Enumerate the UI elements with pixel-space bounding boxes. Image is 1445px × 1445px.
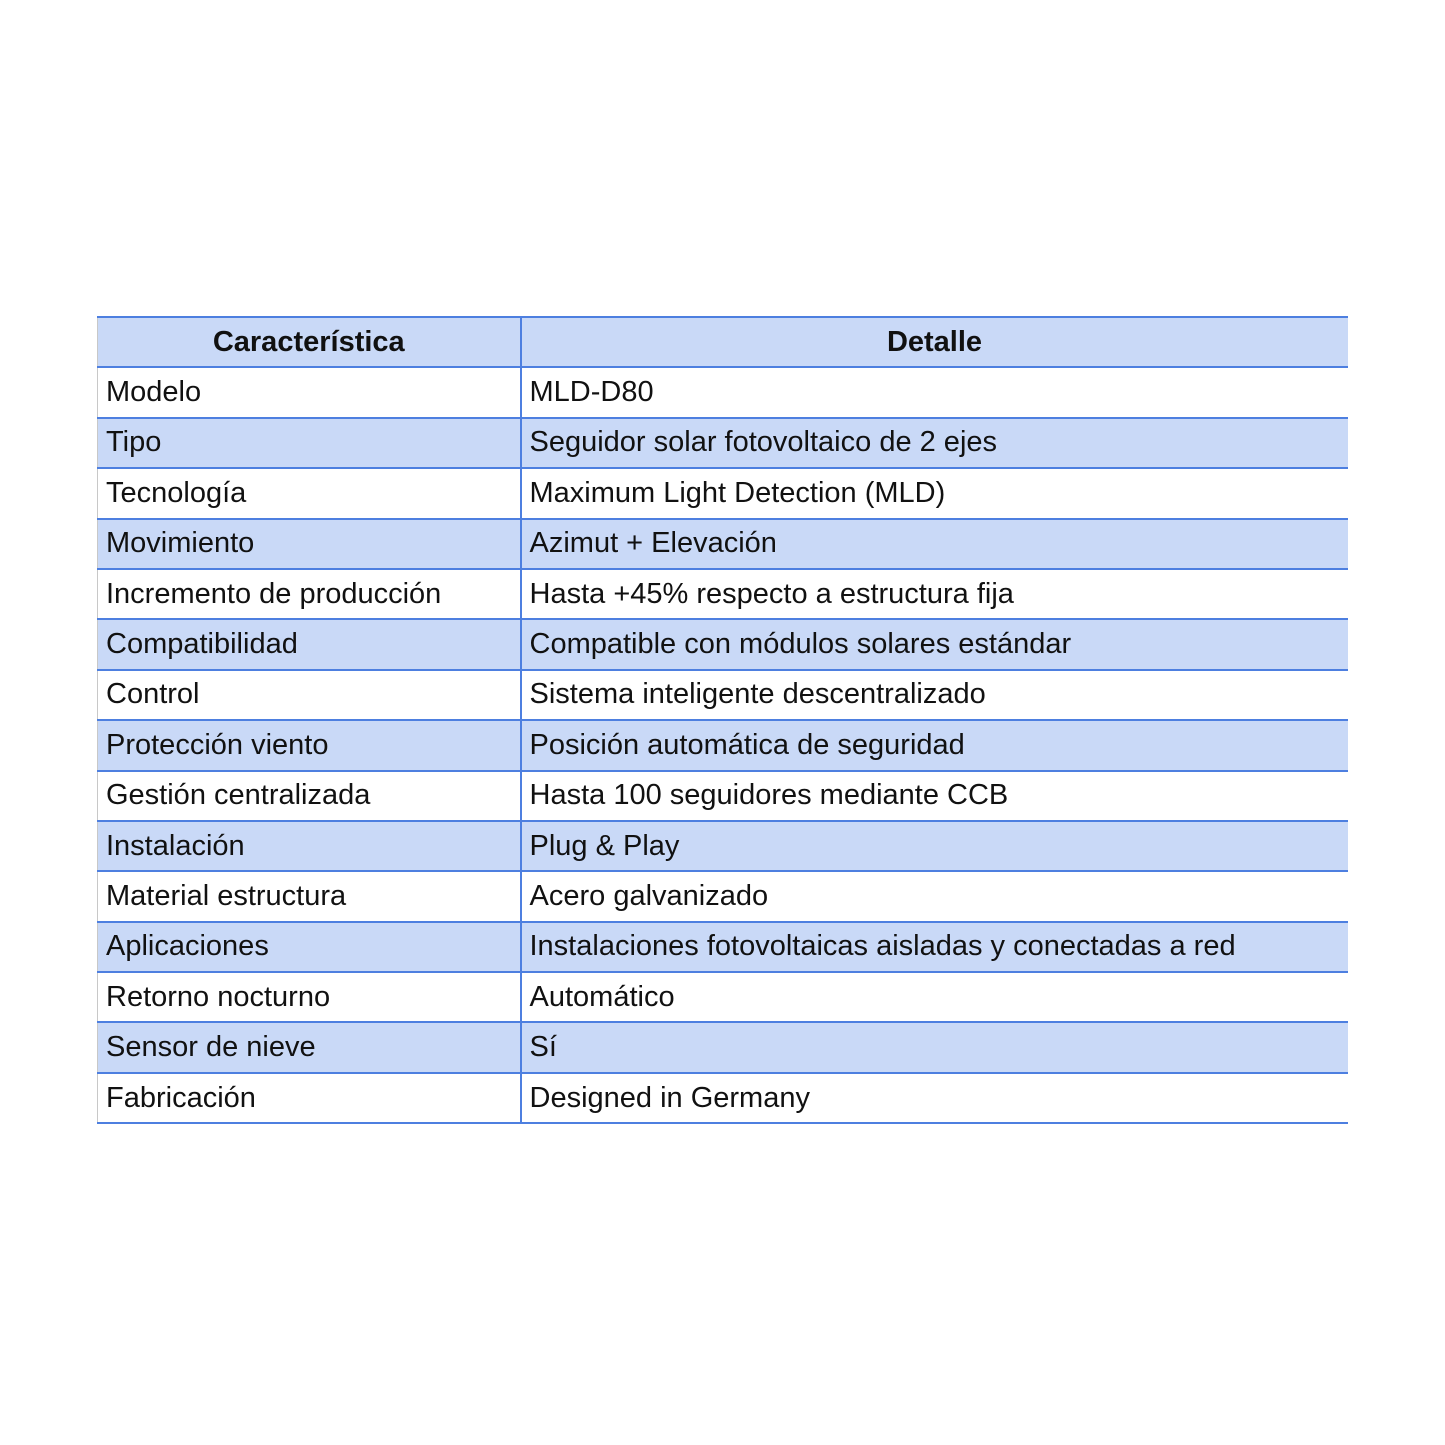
table-row bbox=[98, 1073, 1348, 1123]
table-row bbox=[98, 619, 1348, 669]
table-header-row bbox=[98, 317, 1348, 367]
row-label: Movimiento bbox=[98, 519, 521, 569]
row-label: Instalación bbox=[98, 821, 521, 871]
row-label: Tipo bbox=[98, 418, 521, 468]
table-row bbox=[98, 569, 1348, 619]
row-value: Maximum Light Detection (MLD) bbox=[521, 468, 1348, 518]
row-label: Aplicaciones bbox=[98, 922, 521, 972]
row-label: Gestión centralizada bbox=[98, 771, 521, 821]
row-label: Modelo bbox=[98, 367, 521, 417]
row-value: MLD-D80 bbox=[521, 367, 1348, 417]
row-label: Protección viento bbox=[98, 720, 521, 770]
table-row bbox=[98, 871, 1348, 921]
row-label: Control bbox=[98, 670, 521, 720]
row-value: Automático bbox=[521, 972, 1348, 1022]
row-label: Incremento de producción bbox=[98, 569, 521, 619]
row-value: Sí bbox=[521, 1022, 1348, 1072]
column-header-caracteristica: Característica bbox=[98, 317, 521, 367]
row-label: Fabricación bbox=[98, 1073, 521, 1123]
row-value: Acero galvanizado bbox=[521, 871, 1348, 921]
row-value: Hasta 100 seguidores mediante CCB bbox=[521, 771, 1348, 821]
table-row bbox=[98, 771, 1348, 821]
row-label: Retorno nocturno bbox=[98, 972, 521, 1022]
row-label: Tecnología bbox=[98, 468, 521, 518]
row-value: Hasta +45% respecto a estructura fija bbox=[521, 569, 1348, 619]
spec-table bbox=[97, 316, 1348, 1124]
row-label: Compatibilidad bbox=[98, 619, 521, 669]
row-label: Material estructura bbox=[98, 871, 521, 921]
row-value: Azimut + Elevación bbox=[521, 519, 1348, 569]
table-row bbox=[98, 670, 1348, 720]
table-row bbox=[98, 519, 1348, 569]
table-row bbox=[98, 720, 1348, 770]
row-value: Compatible con módulos solares estándar bbox=[521, 619, 1348, 669]
row-label: Sensor de nieve bbox=[98, 1022, 521, 1072]
table-row bbox=[98, 972, 1348, 1022]
row-value: Seguidor solar fotovoltaico de 2 ejes bbox=[521, 418, 1348, 468]
table-row bbox=[98, 468, 1348, 518]
table-row bbox=[98, 1022, 1348, 1072]
row-value: Posición automática de seguridad bbox=[521, 720, 1348, 770]
row-value: Instalaciones fotovoltaicas aisladas y conectadas a red bbox=[521, 922, 1348, 972]
row-value: Sistema inteligente descentralizado bbox=[521, 670, 1348, 720]
table-row bbox=[98, 922, 1348, 972]
table-row bbox=[98, 418, 1348, 468]
row-value: Plug & Play bbox=[521, 821, 1348, 871]
column-header-detalle: Detalle bbox=[521, 317, 1348, 367]
row-value: Designed in Germany bbox=[521, 1073, 1348, 1123]
table-row bbox=[98, 821, 1348, 871]
table-row bbox=[98, 367, 1348, 417]
